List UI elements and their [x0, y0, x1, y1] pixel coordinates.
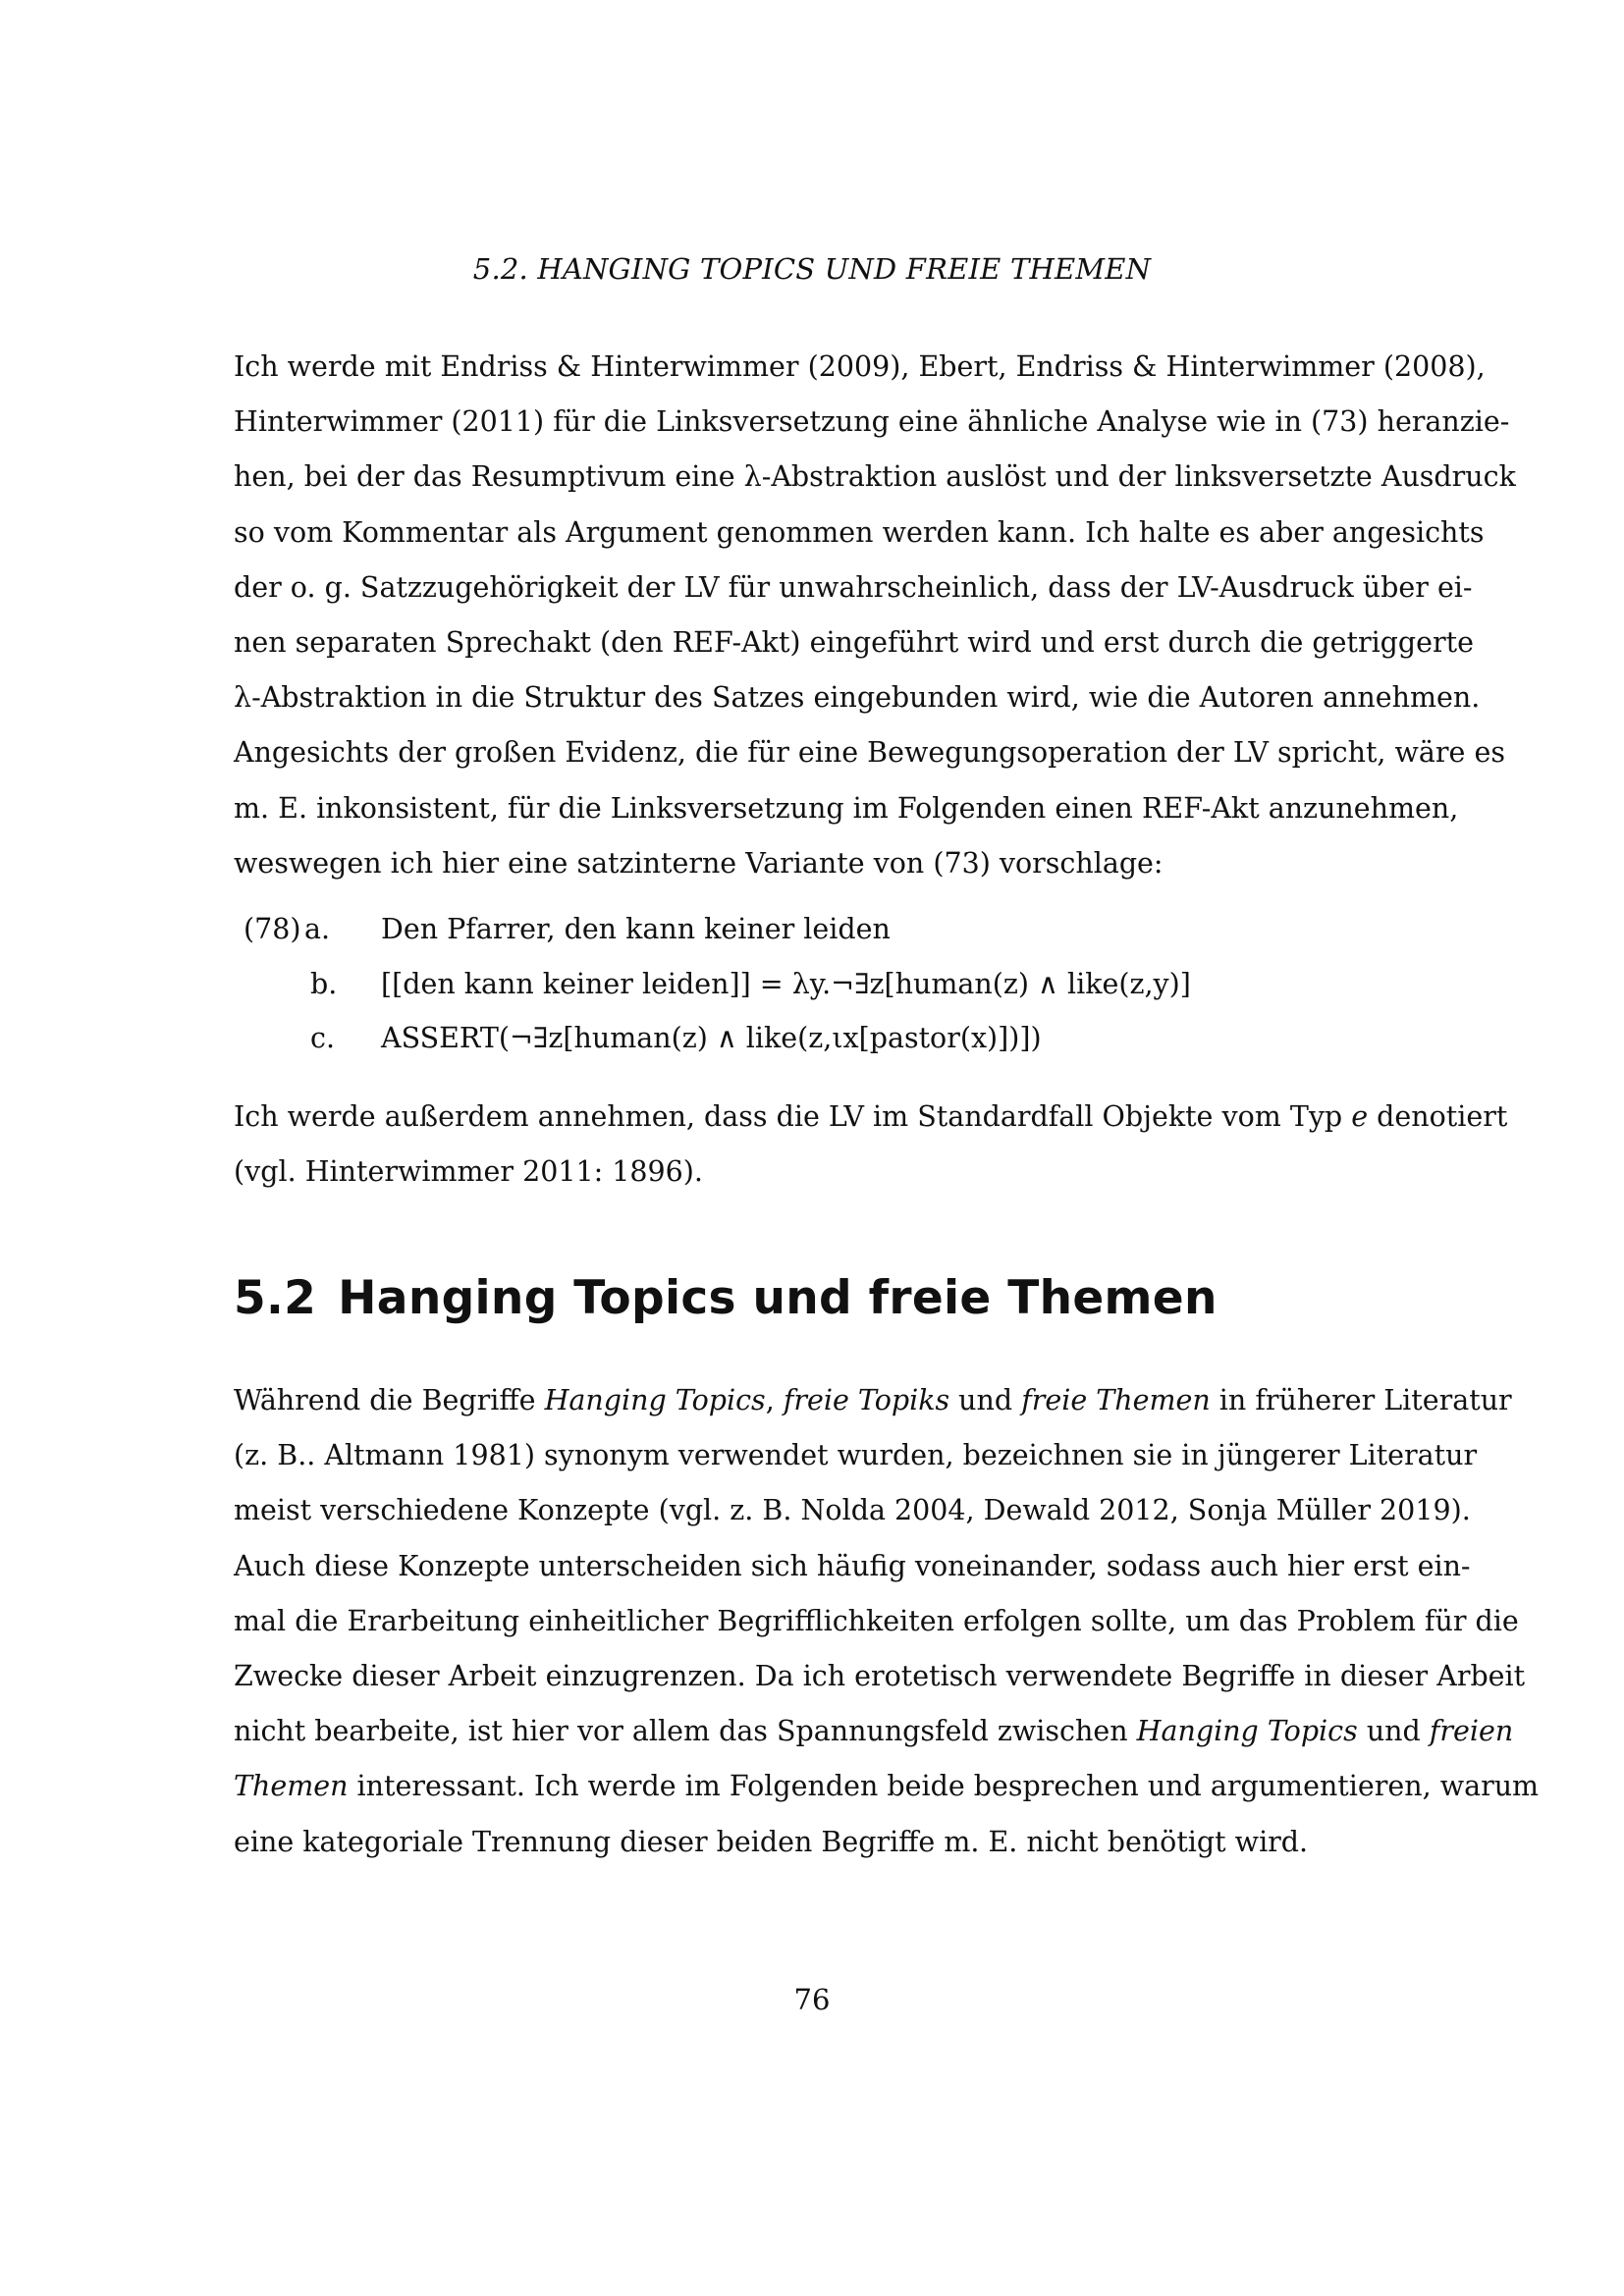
text-line: der o. g. Satzzugehörigkeit der LV für unwahrscheinlich, dass der LV-Ausdruck über ei-	[234, 570, 1473, 604]
example-letter: a.	[304, 913, 331, 945]
text-line: Auch diese Konzepte unterscheiden sich häufig voneinander, sodass auch hier erst ein-	[234, 1549, 1471, 1582]
text-line: Themen interessant. Ich werde im Folgenden beide besprechen und argumentieren, warum	[234, 1770, 1540, 1803]
text-line: Ich werde mit Endriss & Hinterwimmer (2009), Ebert, Endriss & Hinterwimmer (2008),	[234, 350, 1486, 383]
text-line: Angesichts der großen Evidenz, die für eine Bewegungsoperation der LV spricht, wäre es	[234, 736, 1505, 770]
paragraph-1	[234, 340, 1516, 891]
text-line: (z. B.. Altmann 1981) synonym verwendet wurden, bezeichnen sie in jüngerer Literatur	[234, 1439, 1478, 1472]
text-line: m. E. inkonsistent, für die Linksversetzung im Folgenden einen REF-Akt anzunehmen,	[234, 791, 1459, 825]
italic-term: e	[1351, 1100, 1369, 1133]
example-text: Den Pfarrer, den kann keiner leiden	[381, 913, 891, 945]
running-head: 5.2. HANGING TOPICS UND FREIE THEMEN	[472, 252, 1152, 286]
text-line: nicht bearbeite, ist hier vor allem das Spannungsfeld zwischen Hanging Topics und freien	[234, 1715, 1514, 1748]
italic-term: freie Topiks	[783, 1384, 950, 1416]
text-line: mal die Erarbeitung einheitlicher Begrifflichkeiten erfolgen sollte, um das Problem für die	[234, 1604, 1519, 1637]
text-line: hen, bei der das Resumptivum eine λ-Abstraktion auslöst und der linksversetzte Ausdruck	[234, 460, 1516, 494]
example-letter: b.	[310, 968, 338, 1000]
text-line: eine kategoriale Trennung dieser beiden Begriffe m. E. nicht benötigt wird.	[234, 1825, 1309, 1858]
paragraph-3	[234, 1373, 1540, 1870]
example-letter: c.	[310, 1022, 336, 1054]
italic-term: Hanging Topics	[1136, 1715, 1358, 1748]
text-line: weswegen ich hier eine satzinterne Variante von (73) vorschlage:	[234, 846, 1164, 880]
text-line: so vom Kommentar als Argument genommen werden kann. Ich halte es aber angesichts	[234, 515, 1485, 549]
example-text: ASSERT(¬∃z[human(z) ∧ like(z,ιx[pastor(x)])])	[381, 1022, 1042, 1054]
italic-term: freie Themen	[1021, 1384, 1211, 1416]
text-line: nen separaten Sprechakt (den REF-Akt) eingeführt wird und erst durch die getriggerte	[234, 626, 1474, 660]
text-line: Hinterwimmer (2011) für die Linksversetzung eine ähnliche Analyse wie in (73) heranzie-	[234, 405, 1510, 439]
example-text: [[den kann keiner leiden]] = λy.¬∃z[human(z) ∧ like(z,y)]	[381, 968, 1191, 1000]
text-line: Ich werde außerdem annehmen, dass die LV im Standardfall Objekte vom Typ e denotiert	[234, 1100, 1508, 1133]
section-number: 5.2	[234, 1271, 317, 1325]
text-line: Zwecke dieser Arbeit einzugrenzen. Da ich erotetisch verwendete Begriffe in dieser Arbeit	[234, 1660, 1526, 1693]
italic-term: Themen	[234, 1770, 349, 1803]
page-number: 76	[793, 1983, 831, 2016]
text-line: meist verschiedene Konzepte (vgl. z. B. Nolda 2004, Dewald 2012, Sonja Müller 2019).	[234, 1494, 1471, 1527]
section-heading	[234, 1271, 1218, 1325]
italic-term: freien	[1429, 1715, 1514, 1748]
text-line: (vgl. Hinterwimmer 2011: 1896).	[234, 1155, 703, 1189]
text-line: λ-Abstraktion in die Struktur des Satzes eingebunden wird, wie die Autoren annehmen.	[234, 681, 1481, 715]
example-number: (78)	[244, 913, 301, 945]
italic-term: Hanging Topics	[544, 1384, 766, 1416]
paragraph-2	[234, 1090, 1508, 1200]
text-line: Während die Begriffe Hanging Topics, freie Topiks und freie Themen in früherer Literatur	[234, 1384, 1512, 1416]
section-title: Hanging Topics und freie Themen	[338, 1271, 1218, 1325]
